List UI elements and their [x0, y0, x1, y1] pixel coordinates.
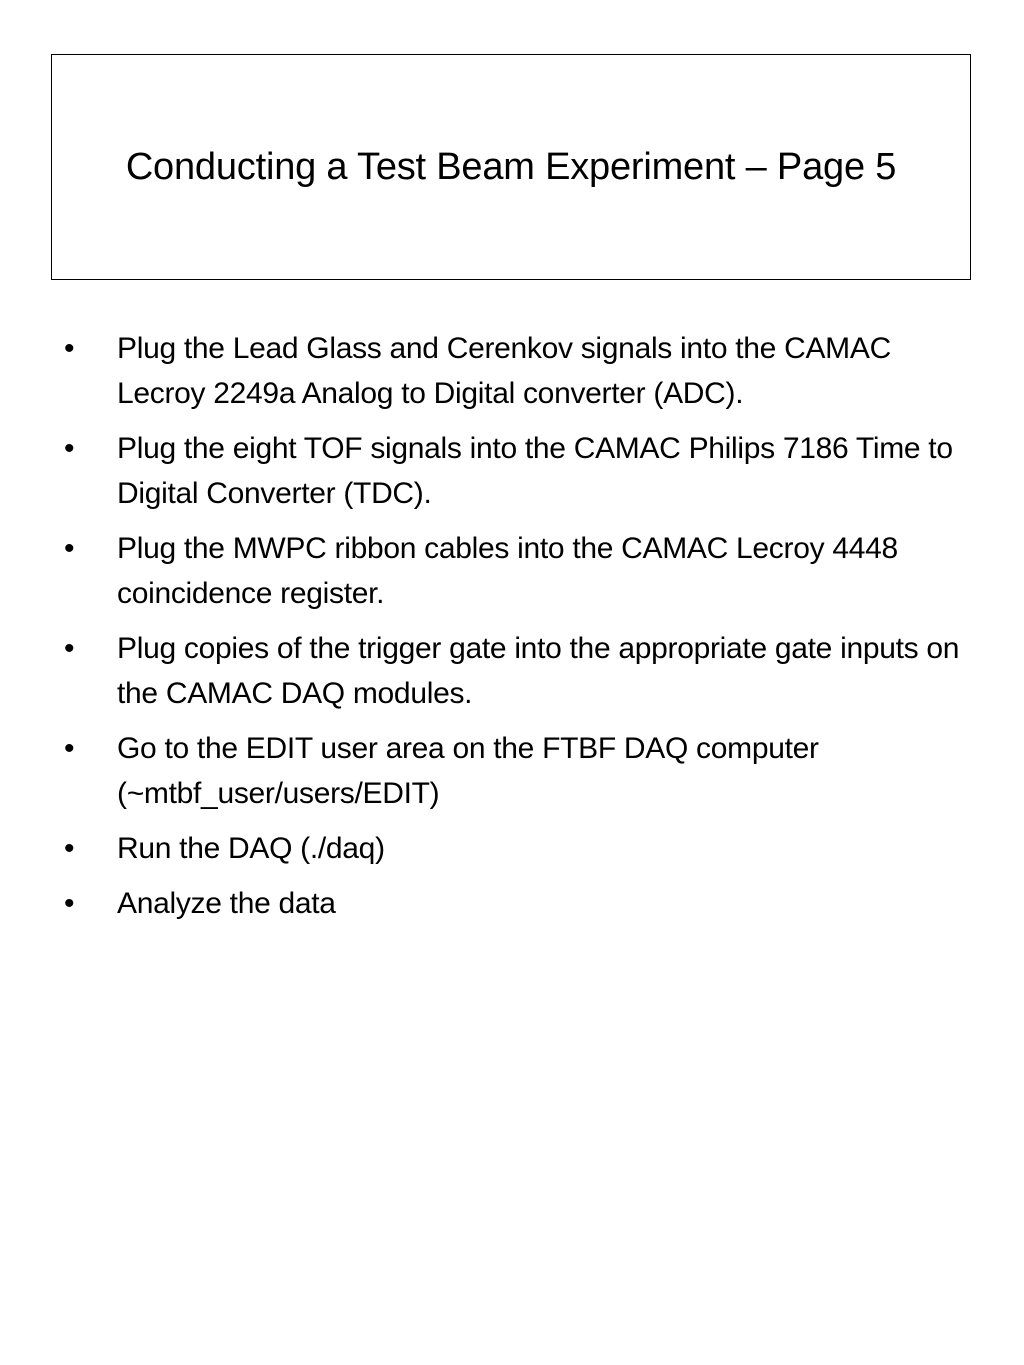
bullet-item	[60, 826, 965, 871]
bullet-item	[60, 526, 965, 616]
bullet-item	[60, 626, 965, 716]
bullet-text: Run the DAQ (./daq)	[117, 832, 385, 865]
bullet-icon: •	[64, 732, 75, 765]
bullet-text: Plug the MWPC ribbon cables into the CAMAC Lecroy 4448 coincidence register.	[117, 532, 898, 610]
bullet-text: Plug copies of the trigger gate into the appropriate gate inputs on the CAMAC DAQ modules.	[117, 632, 960, 710]
bullet-item	[60, 326, 965, 416]
bullet-icon: •	[64, 532, 75, 565]
bullet-item	[60, 726, 965, 816]
bullet-icon: •	[64, 887, 75, 920]
title-box	[51, 54, 971, 280]
bullet-text: Plug the eight TOF signals into the CAMAC Philips 7186 Time to Digital Converter (TDC).	[117, 432, 953, 510]
bullet-icon: •	[64, 632, 75, 665]
bullet-icon: •	[64, 332, 75, 365]
bullet-icon: •	[64, 432, 75, 465]
bullet-icon: •	[64, 832, 75, 865]
bullet-item	[60, 881, 965, 926]
slide-title: Conducting a Test Beam Experiment – Page 5	[125, 145, 897, 188]
bullet-list	[60, 326, 965, 936]
bullet-item	[60, 426, 965, 516]
bullet-text: Plug the Lead Glass and Cerenkov signals into the CAMAC Lecroy 2249a Analog to Digital converter (ADC).	[117, 332, 891, 410]
bullet-text: Analyze the data	[117, 887, 336, 920]
bullet-text: Go to the EDIT user area on the FTBF DAQ computer (~mtbf_user/users/EDIT)	[117, 732, 819, 810]
